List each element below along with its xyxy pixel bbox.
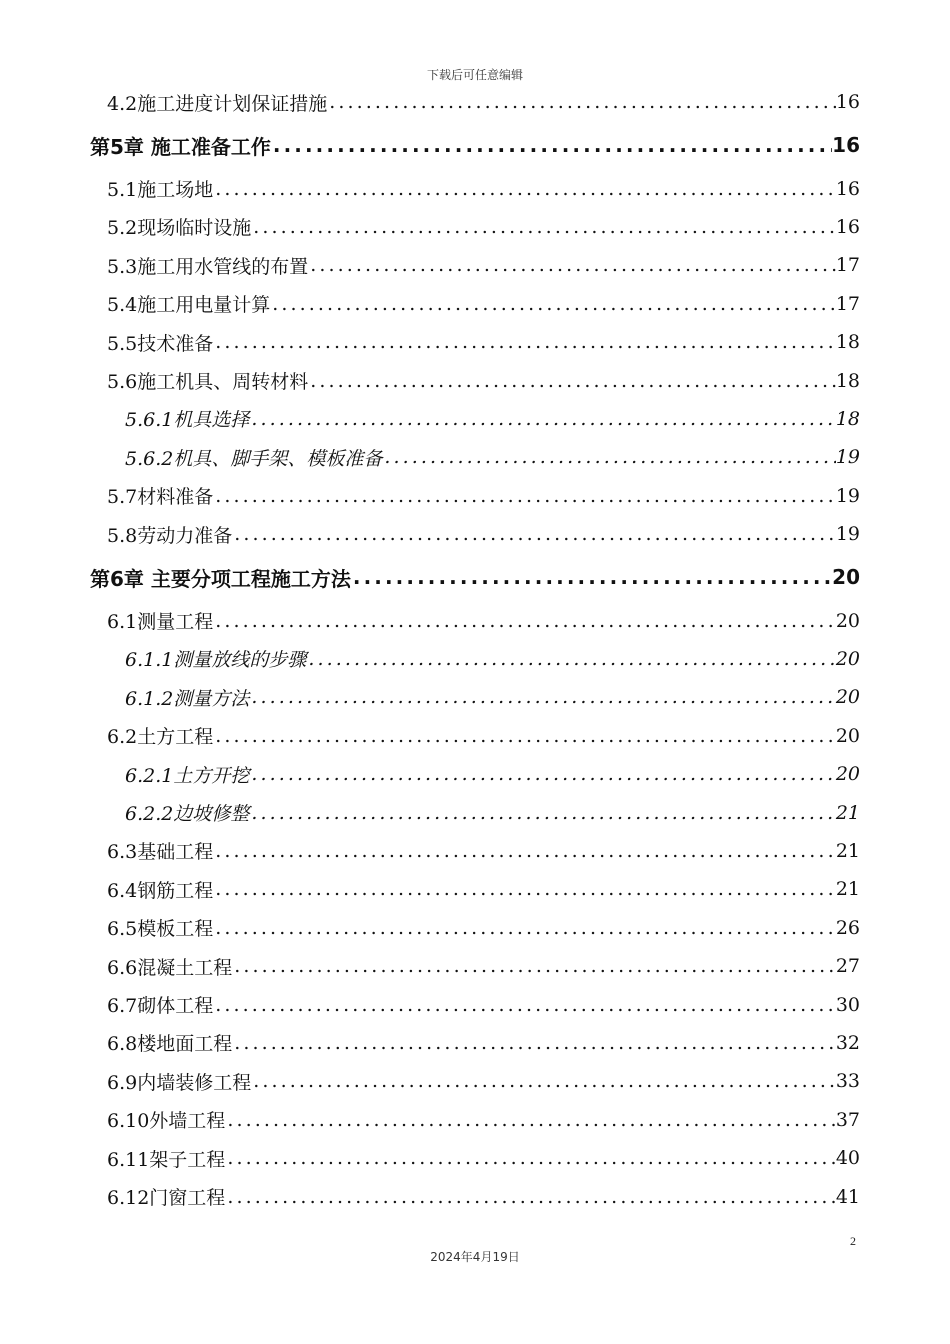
toc-entry-title: 6.3基础工程 — [107, 841, 214, 864]
dot-leader — [251, 216, 836, 238]
toc-entry-title: 6.7砌体工程 — [107, 995, 214, 1018]
toc-entry-title: 5.3施工用水管线的布置 — [107, 255, 309, 278]
toc-section-entry[interactable] — [107, 323, 860, 361]
dot-leader — [249, 802, 835, 824]
toc-entry-title: 6.12门窗工程 — [107, 1187, 226, 1210]
toc-section-entry[interactable] — [107, 985, 860, 1023]
dot-leader — [213, 610, 836, 632]
dot-leader — [225, 1147, 836, 1169]
toc-entry-title: 5.2现场临时设施 — [107, 217, 252, 240]
toc-entry-page: 16 — [835, 215, 860, 238]
toc-entry-title: 4.2施工进度计划保证措施 — [107, 92, 328, 115]
toc-chapter-entry[interactable] — [90, 553, 860, 601]
toc-entry-page: 18 — [835, 407, 860, 430]
toc-entry-page: 16 — [832, 133, 860, 158]
dot-leader — [271, 133, 832, 157]
toc-entry-page: 16 — [835, 91, 860, 114]
toc-section-entry[interactable] — [107, 909, 860, 947]
toc-entry-title: 5.6施工机具、周转材料 — [107, 371, 309, 394]
toc-entry-title: 5.4施工用电量计算 — [107, 294, 271, 317]
page-number: 2 — [850, 1234, 856, 1248]
toc-entry-title: 6.2.1土方开挖 — [125, 764, 250, 787]
toc-section-entry[interactable] — [107, 246, 860, 284]
toc-entry-title: 6.9内墙装修工程 — [107, 1071, 252, 1094]
toc-section-entry[interactable] — [107, 1024, 860, 1062]
dot-leader — [270, 293, 836, 315]
toc-entry-page: 20 — [835, 724, 860, 747]
toc-section-entry[interactable] — [107, 1177, 860, 1215]
toc-entry-page: 30 — [835, 993, 860, 1016]
toc-entry-page: 40 — [835, 1147, 860, 1170]
toc-entry-page: 33 — [835, 1070, 860, 1093]
dot-leader — [327, 91, 836, 113]
toc-section-entry[interactable] — [107, 169, 860, 207]
toc-entry-page: 21 — [835, 801, 860, 824]
dot-leader — [249, 408, 835, 430]
toc-entry-title: 5.7材料准备 — [107, 486, 214, 509]
toc-subsection-entry[interactable] — [125, 755, 860, 793]
toc-entry-title: 5.1施工场地 — [107, 179, 214, 202]
toc-entry-title: 第5章 施工准备工作 — [90, 134, 271, 159]
toc-entry-page: 18 — [835, 369, 860, 392]
dot-leader — [213, 178, 836, 200]
dot-leader — [382, 446, 835, 468]
dot-leader — [308, 370, 836, 392]
toc-entry-page: 27 — [835, 955, 860, 978]
toc-entry-title: 6.1.1测量放线的步骤 — [125, 649, 307, 672]
toc-entry-page: 20 — [835, 647, 860, 670]
toc-entry-page: 17 — [835, 254, 860, 277]
toc-entry-page: 19 — [835, 446, 860, 469]
dot-leader — [225, 1109, 836, 1131]
dot-leader — [213, 485, 836, 507]
toc-entry-title: 5.8劳动力准备 — [107, 524, 233, 547]
dot-leader — [251, 1070, 836, 1092]
dot-leader — [351, 565, 832, 589]
toc-entry-title: 5.5技术准备 — [107, 332, 214, 355]
toc-entry-title: 第6章 主要分项工程施工方法 — [90, 566, 351, 591]
toc-section-entry[interactable] — [107, 601, 860, 639]
toc-section-entry[interactable] — [107, 361, 860, 399]
toc-entry-page: 16 — [835, 177, 860, 200]
dot-leader — [213, 725, 836, 747]
toc-entry-page: 19 — [835, 484, 860, 507]
dot-leader — [213, 917, 836, 939]
dot-leader — [306, 648, 835, 670]
dot-leader — [308, 254, 836, 276]
footer-date: 2024年4月19日 — [430, 1250, 520, 1264]
toc-section-entry[interactable] — [107, 947, 860, 985]
toc-section-entry[interactable] — [107, 870, 860, 908]
toc-entry-page: 19 — [835, 523, 860, 546]
dot-leader — [249, 763, 835, 785]
page-header: 下载后可任意编辑 — [426, 68, 523, 82]
dot-leader — [249, 686, 835, 708]
toc-subsection-entry[interactable] — [125, 793, 860, 831]
toc-section-entry[interactable] — [107, 1101, 860, 1139]
toc-section-entry[interactable] — [107, 717, 860, 755]
toc-subsection-entry[interactable] — [125, 678, 860, 716]
toc-section-entry[interactable] — [107, 1139, 860, 1177]
toc-entry-page: 32 — [835, 1031, 860, 1054]
toc-entry-title: 6.1.2测量方法 — [125, 687, 250, 710]
toc-section-entry[interactable] — [107, 208, 860, 246]
dot-leader — [213, 331, 836, 353]
toc-entry-page: 41 — [835, 1185, 860, 1208]
toc-subsection-entry[interactable] — [125, 400, 860, 438]
dot-leader — [232, 1032, 836, 1054]
toc-entry-title: 6.2土方工程 — [107, 726, 214, 749]
toc-subsection-entry[interactable] — [125, 438, 860, 476]
dot-leader — [213, 994, 836, 1016]
toc-entry-title: 6.4钢筋工程 — [107, 879, 214, 902]
toc-entry-title: 6.1测量工程 — [107, 611, 214, 634]
toc-entry-page: 20 — [835, 686, 860, 709]
toc-section-entry[interactable] — [107, 285, 860, 323]
toc-section-entry[interactable] — [107, 83, 860, 121]
toc-entry-page: 18 — [835, 331, 860, 354]
toc-entry-page: 21 — [835, 839, 860, 862]
toc-entry-page: 20 — [835, 763, 860, 786]
dot-leader — [213, 878, 836, 900]
toc-entry-title: 5.6.2机具、脚手架、模板准备 — [125, 447, 383, 470]
toc-entry-page: 26 — [835, 916, 860, 939]
toc-entry-title: 6.10外墙工程 — [107, 1110, 226, 1133]
toc-chapter-entry[interactable] — [90, 121, 860, 169]
toc-section-entry[interactable] — [107, 477, 860, 515]
toc-section-entry[interactable] — [107, 832, 860, 870]
toc-entry-page: 20 — [835, 609, 860, 632]
dot-leader — [232, 955, 836, 977]
toc-entry-page: 20 — [832, 565, 860, 590]
toc-section-entry[interactable] — [107, 515, 860, 553]
toc-section-entry[interactable] — [107, 1062, 860, 1100]
toc-entry-title: 6.8楼地面工程 — [107, 1033, 233, 1056]
toc-entry-title: 6.2.2边坡修整 — [125, 803, 250, 826]
toc-entry-title: 6.11架子工程 — [107, 1148, 226, 1171]
toc-entry-page: 21 — [835, 878, 860, 901]
dot-leader — [225, 1186, 836, 1208]
toc-entry-page: 37 — [835, 1108, 860, 1131]
toc-entry-title: 6.5模板工程 — [107, 918, 214, 941]
toc-entry-page: 17 — [835, 292, 860, 315]
dot-leader — [213, 840, 836, 862]
toc-subsection-entry[interactable] — [125, 640, 860, 678]
toc-entry-title: 6.6混凝土工程 — [107, 956, 233, 979]
dot-leader — [232, 523, 836, 545]
toc-entry-title: 5.6.1机具选择 — [125, 409, 250, 432]
